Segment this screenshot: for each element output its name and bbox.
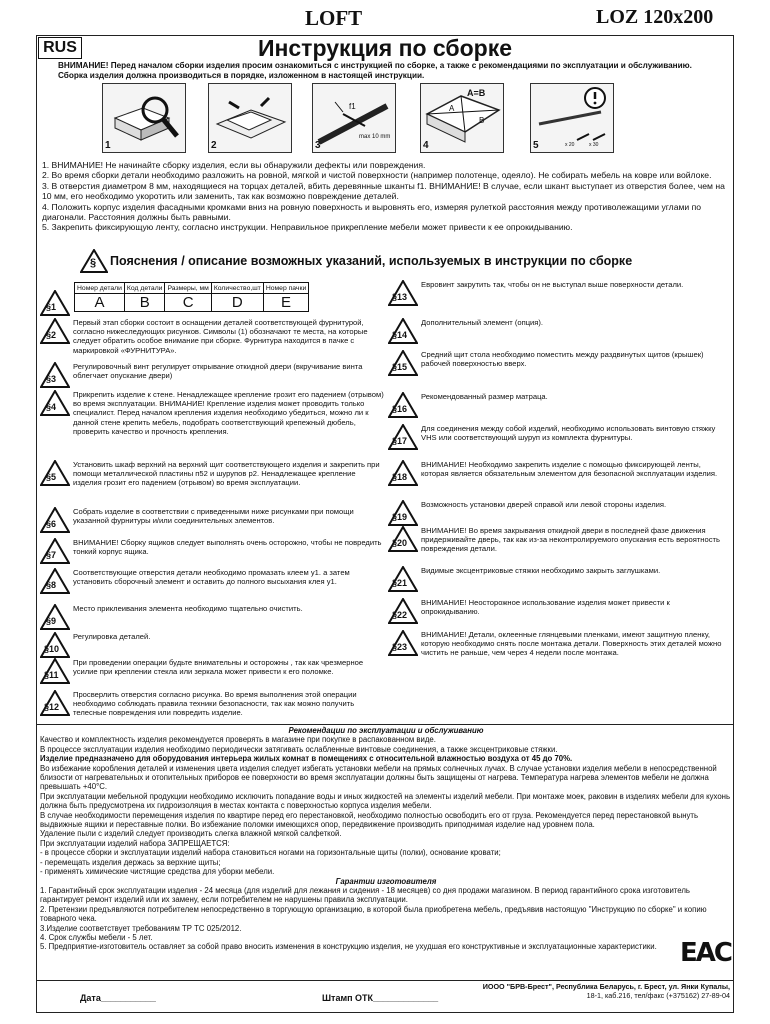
recommendation-paragraph: Во избежание коробления деталей и изменения цвета изделия следует избегать установки мебели на прямых солнечных лучах. В случае установки изделия мебели в непосредственной близости от нагревательных и отопительных приборов ее поверхности во время эксплуатации должны быть защищены от нагрева. Температура нагрева элементов мебели не должна превышать +40°С.	[40, 763, 717, 792]
sign-text: Место приклеивания элемента необходимо тщательно очистить.	[73, 604, 303, 613]
sign-item	[388, 500, 730, 526]
recommendation-paragraph: В случае необходимости перемещения изделия по квартире перед его перестановкой, необходимо полностью освободить его от груза. Рекомендуется перед перестановкой вынуть выдвижные ящики и переставные полки. Во избежание поломки имеющихся опор, передвижение производить приподнимая изделие над уровнем пола.	[40, 810, 699, 830]
diagonal-equal-label: A=B	[467, 88, 486, 98]
diagonal-b-label: B	[479, 116, 485, 125]
company-address	[455, 982, 730, 1000]
warning-triangle-icon	[388, 350, 418, 376]
sign-text: Дополнительный элемент (опция).	[421, 318, 544, 327]
assembly-rules	[42, 160, 730, 233]
picture-5	[530, 83, 614, 153]
sign-item	[388, 598, 730, 624]
warning-triangle-icon	[40, 538, 70, 564]
soft-surface-icon	[209, 84, 291, 152]
sign-text: Установить шкаф верхний на верхний щит соответствующего изделия и закрепить при помощи металлической пластины п52 и шурупов р2. Ненадлежащее крепление изделия грозит его падением (отрывом) во время эксплуатации.	[73, 460, 380, 488]
sign-id: §17	[392, 436, 408, 446]
sign-id: §4	[46, 402, 57, 412]
legend-letter: A	[75, 294, 125, 312]
warning-triangle-icon	[388, 630, 418, 656]
legend-letter: E	[263, 294, 308, 312]
rule-4: 4. Положить корпус изделия фасадными кромками вниз на ровную поверхность и выровнять его, измеряя рулеткой расстояния между противолежащими углами по диагонали. Расстояния должны быть равными.	[42, 201, 702, 223]
sign-text: ВНИМАНИЕ! Неосторожное использование изделия может привести к опрокидыванию.	[421, 598, 670, 617]
language-badge: RUS	[38, 37, 82, 59]
sign-id: §15	[392, 362, 408, 372]
dowel-insert-icon	[313, 84, 395, 152]
guarantee-paragraph: 1. Гарантийный срок эксплуатации изделия - 24 месяца (для изделий для лежания и сидения - 18 месяцев) со дня продажи магазином. В период гарантийного срока изготовитель гарантирует ремонт изделий или их замену, если потребителем не нарушены правила эксплуатации.	[40, 885, 690, 905]
sign-text: Регулировочный винт регулирует открывание откидной двери (вкручивание винта облегчает опускание двери)	[73, 362, 363, 381]
sign-id: §1	[46, 302, 57, 312]
stamp-field: Штамп ОТК_____________	[322, 993, 439, 1003]
model-size: LOZ 120x200	[596, 6, 714, 28]
picture-1-number: 1	[105, 140, 111, 151]
sign-item	[40, 568, 385, 594]
sign-item	[388, 280, 730, 306]
sign-text: При проведении операции будьте внимательны и осторожны , так как чрезмерное усилие при креплении стекла или зеркала может привести к его поломке.	[73, 658, 364, 677]
recommendation-paragraph: В процессе эксплуатации изделия необходимо периодически затягивать ослабленные винтовые соединения, а также эксцентриковые стяжки.	[40, 744, 558, 754]
sign-item	[388, 566, 730, 592]
sign-item	[40, 362, 385, 388]
legend-header: Код детали	[124, 283, 165, 294]
sign-id: §16	[392, 404, 408, 414]
sign-item	[40, 290, 380, 316]
warning-triangle-icon	[388, 566, 418, 592]
rule-1: 1. ВНИМАНИЕ! Не начинайте сборку изделия, если вы обнаружили дефекты или повреждения.	[42, 160, 426, 170]
sign-item	[40, 690, 385, 718]
warning-triangle-icon	[388, 598, 418, 624]
rule-5: 5. Закрепить фиксирующую ленту, согласно инструкции. Неправильное прикрепление мебели может привести к ее опрокидыванию.	[42, 222, 573, 233]
legend-header: Количество,шт	[211, 283, 263, 294]
model-name: LOFT	[305, 6, 363, 30]
warning-triangle-icon	[40, 568, 70, 594]
legend-letter: D	[211, 294, 263, 312]
sign-item	[40, 507, 385, 533]
recommendation-paragraph: Качество и комплектность изделия рекомендуется проверять в магазине при покупке в распакованном виде.	[40, 735, 436, 745]
sign-text: Просверлить отверстия согласно рисунка. Во время выполнения этой операции необходимо соблюдать правила техники безопасности, так как можно получить телесные повреждения или повредить изделие.	[73, 690, 357, 718]
sign-id: §7	[46, 550, 57, 560]
sign-item	[40, 390, 385, 436]
divider	[36, 724, 734, 725]
sign-text: Средний щит стола необходимо поместить между раздвинутых щитов (крышек) рабочей поверхностью вверх.	[421, 350, 704, 369]
picture-4	[420, 83, 504, 153]
sign-text: Прикрепить изделие к стене. Ненадлежащее крепление грозит его падением (отрывом) во время эксплуатации. ВНИМАНИЕ! Крепление изделия может проводить только специалист. Перед началом крепления изделия необходимо убедиться, можно ли к данной стене крепить мебель, подобрать соответствующий крепежный дюбель, проверить качество и прочность крепления.	[73, 390, 384, 436]
recommendation-paragraph: Изделие предназначено для оборудования интерьера жилых комнат в помещениях с относительной влажностью воздуха от 45 до 70%.	[40, 754, 573, 764]
page-title: Инструкция по сборке	[257, 35, 513, 61]
warning-triangle-icon	[40, 362, 70, 388]
recommendation-paragraph: - перемещать изделия держась за верхние щиты;	[40, 857, 221, 867]
sign-text: Возможность установки дверей справой или левой стороны изделия.	[421, 500, 667, 509]
sign-id: §18	[392, 472, 408, 482]
sign-text: Евровинт закрутить так, чтобы он не выступал выше поверхности детали.	[421, 280, 684, 289]
sign-item	[40, 604, 385, 630]
recommendations-title: Рекомендации по эксплуатации и обслуживанию	[288, 726, 484, 735]
guarantee-paragraph: 3.Изделие соответствует требованиям ТР ТС 025/2012.	[40, 923, 242, 933]
picture-3-number: 3	[315, 140, 321, 151]
sign-item	[388, 630, 730, 658]
diagonal-measure-icon	[421, 84, 503, 152]
warning-triangle-icon	[40, 290, 70, 316]
warning-triangle-icon	[388, 318, 418, 344]
picture-5-number: 5	[533, 140, 539, 151]
warning-triangle-icon	[40, 318, 70, 344]
rule-2: 2. Во время сборки детали необходимо разложить на ровной, мягкой и чистой поверхности (например полотенце, одеяло). Не собирать мебель на ковре или войлоке.	[42, 170, 712, 181]
legend-header: Номер пачки	[263, 283, 308, 294]
sign-id: §12	[44, 702, 60, 712]
sign-item	[388, 318, 730, 344]
rule-3: 3. В отверстия диаметром 8 мм, находящиеся на торцах деталей, вбить деревянные шканты f1. ВНИМАНИЕ! В случае, если шкант выступает из отверстия более, чем на 10 мм, его необходимо укоротить или заменить, так как возможно повреждение деталей.	[42, 180, 725, 202]
warning-triangle-icon	[388, 280, 418, 306]
footer-divider	[36, 980, 734, 981]
magnifier-inspection-icon	[103, 84, 185, 152]
sign-text: Регулировка деталей.	[73, 632, 151, 641]
legend-header: Номер детали	[75, 283, 125, 294]
sign-id: §9	[46, 616, 57, 626]
sign-id: §10	[44, 644, 60, 654]
intro-warning: ВНИМАНИЕ! Перед началом сборки изделия просим ознакомиться с инструкцией по сборке, а также с рекомендациями по эксплуатации и обслуживанию. Сборка изделия должна производиться в порядке, изложенном в настоящей инструкции.	[58, 61, 692, 80]
warning-triangle-icon	[388, 500, 418, 526]
section-sign-label: §	[90, 257, 97, 269]
sign-id: §8	[46, 580, 57, 590]
sign-item	[40, 318, 385, 355]
warning-triangle-icon	[40, 632, 70, 658]
warning-triangle-icon	[40, 507, 70, 533]
sign-item	[40, 658, 385, 684]
warning-triangle-icon	[40, 658, 70, 684]
sign-item	[388, 350, 730, 376]
sign-item	[40, 632, 385, 658]
warning-triangle-icon	[388, 424, 418, 450]
sign-id: §22	[392, 610, 408, 620]
picture-3	[312, 83, 396, 153]
guarantee-title: Гарантии изготовителя	[335, 876, 437, 886]
legend-letter: B	[124, 294, 165, 312]
picture-4-number: 4	[423, 140, 429, 151]
warning-triangle-icon	[40, 604, 70, 630]
warning-triangle-icon	[40, 460, 70, 486]
sign-id: §13	[392, 292, 408, 302]
sign-id: §19	[392, 512, 408, 522]
sign-item	[388, 424, 730, 450]
picture-2-number: 2	[211, 140, 217, 151]
picture-2	[208, 83, 292, 153]
assembly-pictures	[100, 83, 620, 153]
recommendation-paragraph: При эксплуатации изделий набора ЗАПРЕЩАЕТСЯ:	[40, 838, 230, 848]
recommendation-paragraph: - в процессе сборки и эксплуатации изделий набора становиться ногами на горизонтальные щиты (полки), основание кровати;	[40, 848, 501, 858]
sign-id: §2	[46, 330, 57, 340]
sign-text: ВНИМАНИЕ! Необходимо закрепить изделие с помощью фиксирующей ленты, которая является обязательным элементом для безопасной эксплуатации изделия.	[421, 460, 718, 479]
legend-header: Размеры, мм	[165, 283, 211, 294]
company-name: ИООО "БРВ-Брест", Республика Беларусь, г. Брест, ул. Янки Купалы,	[482, 982, 730, 991]
sign-text: ВНИМАНИЕ! Сборку ящиков следует выполнять очень осторожно, чтобы не повредить тонкий корпус ящика.	[73, 538, 382, 557]
sign-text: Первый этап сборки состоит в оснащении деталей соответствующей фурнитурой, согласно нижеследующих рисунков. Символы (1) обозначают те места, на которые следует обратить особое внимание при сборке. Фурнитура находится в пачке с маркировкой «ФУРНИТУРА».	[73, 318, 368, 355]
sign-text: Рекомендованный размер матраца.	[421, 392, 548, 401]
warning-triangle-icon	[388, 460, 418, 486]
company-contacts: 18-1, каб.216, тел/факс (+375162) 27-89-04	[586, 991, 730, 1000]
diagonal-a-label: A	[449, 104, 455, 113]
sign-item	[388, 392, 730, 418]
dowel-label: f1	[349, 102, 356, 111]
eac-mark-icon: EAC	[680, 938, 731, 968]
sign-id: §6	[46, 519, 57, 529]
warning-triangle-icon	[40, 690, 70, 716]
sign-item	[388, 526, 730, 554]
sign-item	[388, 460, 730, 486]
sign-item	[40, 460, 385, 488]
sign-id: §23	[392, 642, 408, 652]
guarantee-paragraph: 4. Срок службы мебели - 5 лет.	[40, 932, 153, 942]
sign-text: Видимые эксцентриковые стяжки необходимо закрыть заглушками.	[421, 566, 661, 575]
warning-triangle-icon	[388, 392, 418, 418]
sign-id: §3	[46, 374, 57, 384]
recommendation-paragraph: Удаление пыли с изделий следует производить слегка влажной мягкой салфеткой.	[40, 829, 342, 839]
warning-triangle-icon	[388, 526, 418, 552]
section-sign-icon	[80, 249, 108, 273]
dowel-max-label: max 10 mm	[359, 134, 391, 140]
sign-item	[40, 538, 385, 564]
picture-1	[102, 83, 186, 153]
sign-text: Для соединения между собой изделий, необходимо использовать винтовую стяжку VHS или соответствующий шуруп из комплекта фурнитуры.	[421, 424, 716, 443]
legend-letter: C	[165, 294, 211, 312]
screws-count-label: x 20	[565, 142, 575, 148]
sign-text: Собрать изделие в соответствии с приведенными ниже рисунками при помощи указанной фурнитуры и/или соединительных элементов.	[73, 507, 354, 526]
sign-text: ВНИМАНИЕ! Во время закрывания откидной двери в последней фазе движения придерживайте дверь, так как из-за неконтролируемого опускания есть вероятность повреждения детали.	[421, 526, 720, 554]
recommendations-block	[40, 726, 732, 952]
sign-text: ВНИМАНИЕ! Детали, оклеенные глянцевыми пленками, имеют защитную пленку, которую необходимо снять после монтажа детали. Поверхность этих деталей можно чистить не раньше, чем через 4 недели после монтажа.	[421, 630, 722, 658]
section-title: Пояснения / описание возможных указаний, используемых в инструкции по сборке	[110, 254, 633, 268]
sign-text: Соответствующие отверстия детали необходимо промазать клеем у1. а затем установить сборочный элемент и оставить до полного высыхания клея у1.	[73, 568, 350, 587]
guarantee-paragraph: 2. Претензии предъявляются потребителем непосредственно в торгующую организацию, в которой была приобретена мебель, предъявив настоящую "Инструкцию по сборке" и копию товарного чека.	[40, 904, 707, 924]
warning-triangle-icon	[40, 390, 70, 416]
sign-id: §5	[46, 472, 57, 482]
dowels-count-label: x 30	[589, 142, 599, 148]
sign-id: §20	[392, 538, 408, 548]
sign-id: §14	[392, 330, 408, 340]
recommendation-paragraph: - применять химические чистящие средства для уборки мебели.	[40, 867, 275, 877]
date-field: Дата___________	[80, 993, 156, 1003]
guarantee-paragraph: 5. Предприятие-изготовитель оставляет за собой право вносить изменения в конструкцию изделия, не ухудшая его конструктивные и эксплуатационные характеристики.	[40, 942, 657, 952]
sign-id: §21	[392, 578, 408, 588]
recommendation-paragraph: При эксплуатации мебельной продукции необходимо исключить попадание воды и иных жидкостей на элементы изделий мебели. При монтаже моек, раковин в изделиях мебели для кухонь должна быть предусмотрена их гидроизоляция в местах контакта с поверхностью корпуса изделия мебели.	[40, 791, 731, 811]
sign-id: §11	[44, 670, 59, 680]
